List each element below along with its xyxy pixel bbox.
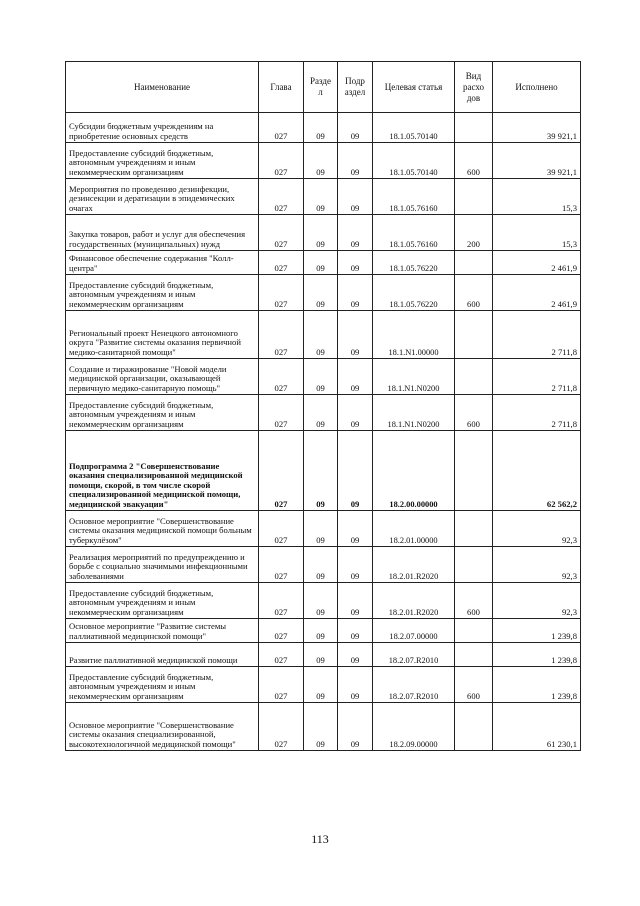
cell-amount: 62 562,2 (493, 431, 581, 511)
cell-target: 18.2.01.00000 (373, 511, 455, 547)
table-row (66, 547, 581, 583)
header-row (66, 62, 581, 113)
cell-chapter: 027 (259, 215, 304, 251)
cell-name: Основное мероприятие "Совершенствование системы оказания медицинской помощи больным туберкулёзом" (66, 511, 259, 547)
cell-expense (455, 511, 493, 547)
cell-amount: 1 239,8 (493, 643, 581, 667)
table-body (66, 113, 581, 751)
header-name: Наименование (66, 62, 259, 113)
table-row (66, 311, 581, 359)
cell-amount: 92,3 (493, 583, 581, 619)
cell-chapter: 027 (259, 179, 304, 215)
cell-expense (455, 359, 493, 395)
table-row (66, 179, 581, 215)
cell-amount: 2 711,8 (493, 311, 581, 359)
cell-section: 09 (304, 275, 338, 311)
cell-subsection: 09 (338, 215, 373, 251)
table-row (66, 643, 581, 667)
cell-subsection: 09 (338, 179, 373, 215)
cell-section: 09 (304, 395, 338, 431)
cell-expense (455, 643, 493, 667)
cell-amount: 2 711,8 (493, 395, 581, 431)
header-expense: Вид расхо дов (455, 62, 493, 113)
header-subsection: Подр аздел (338, 62, 373, 113)
cell-name: Предоставление субсидий бюджетным, автономным учреждениям и иным некоммерческим организациям (66, 395, 259, 431)
cell-name: Субсидии бюджетным учреждениям на приобретение основных средств (66, 113, 259, 143)
cell-name: Развитие паллиативной медицинской помощи (66, 643, 259, 667)
cell-name: Закупка товаров, работ и услуг для обеспечения государственных (муниципальных) нужд (66, 215, 259, 251)
cell-expense (455, 431, 493, 511)
cell-chapter: 027 (259, 643, 304, 667)
cell-section: 09 (304, 251, 338, 275)
cell-amount: 2 461,9 (493, 251, 581, 275)
cell-target: 18.1.05.76220 (373, 275, 455, 311)
cell-amount: 1 239,8 (493, 667, 581, 703)
table-row (66, 511, 581, 547)
cell-section: 09 (304, 583, 338, 619)
cell-subsection: 09 (338, 619, 373, 643)
cell-section: 09 (304, 643, 338, 667)
cell-name: Финансовое обеспечение содержания "Колл-центра" (66, 251, 259, 275)
cell-name: Предоставление субсидий бюджетным, автономным учреждениям и иным некоммерческим организациям (66, 143, 259, 179)
cell-target: 18.1.05.76160 (373, 215, 455, 251)
cell-section: 09 (304, 179, 338, 215)
cell-subsection: 09 (338, 275, 373, 311)
table-row (66, 619, 581, 643)
cell-amount: 92,3 (493, 511, 581, 547)
cell-expense: 600 (455, 583, 493, 619)
cell-chapter: 027 (259, 275, 304, 311)
cell-expense: 600 (455, 275, 493, 311)
cell-expense (455, 311, 493, 359)
cell-expense: 600 (455, 395, 493, 431)
cell-amount: 1 239,8 (493, 619, 581, 643)
cell-amount: 2 461,9 (493, 275, 581, 311)
cell-expense: 200 (455, 215, 493, 251)
cell-subsection: 09 (338, 251, 373, 275)
cell-name: Предоставление субсидий бюджетным, автономным учреждениям и иным некоммерческим организациям (66, 583, 259, 619)
cell-chapter: 027 (259, 113, 304, 143)
cell-name: Мероприятия по проведению дезинфекции, дезинсекции и дератизации в эпидемических очагах (66, 179, 259, 215)
cell-name: Реализация мероприятий по предупреждению и борьбе с социально значимыми инфекционными заболеваниями (66, 547, 259, 583)
cell-target: 18.2.00.00000 (373, 431, 455, 511)
cell-amount: 2 711,8 (493, 359, 581, 395)
cell-target: 18.1.N1.N0200 (373, 359, 455, 395)
table-row (66, 215, 581, 251)
cell-expense (455, 547, 493, 583)
cell-name: Создание и тиражирование "Новой модели медицинской организации, оказывающей первичную медико-санитарную помощь" (66, 359, 259, 395)
cell-name: Основное мероприятие "Совершенствование системы оказания специализированной, высокотехнологичной медицинской помощи" (66, 703, 259, 751)
header-section: Разде л (304, 62, 338, 113)
cell-section: 09 (304, 113, 338, 143)
cell-expense (455, 251, 493, 275)
cell-subsection: 09 (338, 703, 373, 751)
cell-chapter: 027 (259, 431, 304, 511)
cell-subsection: 09 (338, 395, 373, 431)
cell-target: 18.2.09.00000 (373, 703, 455, 751)
cell-subsection: 09 (338, 311, 373, 359)
cell-target: 18.2.07.R2010 (373, 643, 455, 667)
header-chapter: Глава (259, 62, 304, 113)
cell-target: 18.1.05.70140 (373, 113, 455, 143)
cell-target: 18.1.05.70140 (373, 143, 455, 179)
cell-expense (455, 619, 493, 643)
header-target: Целевая статья (373, 62, 455, 113)
table-row (66, 143, 581, 179)
table-row (66, 251, 581, 275)
cell-subsection: 09 (338, 511, 373, 547)
cell-chapter: 027 (259, 667, 304, 703)
cell-section: 09 (304, 547, 338, 583)
cell-section: 09 (304, 215, 338, 251)
cell-target: 18.1.N1.N0200 (373, 395, 455, 431)
cell-target: 18.2.01.R2020 (373, 547, 455, 583)
cell-amount: 92,3 (493, 547, 581, 583)
cell-name: Предоставление субсидий бюджетным, автономным учреждениям и иным некоммерческим организациям (66, 667, 259, 703)
header-executed: Исполнено (493, 62, 581, 113)
cell-subsection: 09 (338, 113, 373, 143)
budget-table (65, 61, 581, 751)
cell-subsection: 09 (338, 583, 373, 619)
cell-amount: 15,3 (493, 215, 581, 251)
cell-target: 18.1.N1.00000 (373, 311, 455, 359)
cell-chapter: 027 (259, 311, 304, 359)
cell-section: 09 (304, 667, 338, 703)
table-row (66, 703, 581, 751)
cell-chapter: 027 (259, 547, 304, 583)
cell-expense: 600 (455, 667, 493, 703)
cell-section: 09 (304, 619, 338, 643)
table-row (66, 275, 581, 311)
cell-chapter: 027 (259, 619, 304, 643)
cell-expense (455, 179, 493, 215)
cell-name: Региональный проект Ненецкого автономного округа "Развитие системы оказания первичной медико-санитарной помощи" (66, 311, 259, 359)
cell-target: 18.2.07.R2010 (373, 667, 455, 703)
cell-amount: 39 921,1 (493, 143, 581, 179)
cell-subsection: 09 (338, 431, 373, 511)
table-row (66, 667, 581, 703)
cell-subsection: 09 (338, 667, 373, 703)
cell-name: Основное мероприятие "Развитие системы паллиативной медицинской помощи" (66, 619, 259, 643)
table-row (66, 431, 581, 511)
cell-section: 09 (304, 311, 338, 359)
cell-chapter: 027 (259, 703, 304, 751)
table-row (66, 113, 581, 143)
cell-expense (455, 113, 493, 143)
cell-section: 09 (304, 359, 338, 395)
cell-chapter: 027 (259, 359, 304, 395)
cell-section: 09 (304, 143, 338, 179)
page-number: 113 (311, 832, 329, 846)
cell-subsection: 09 (338, 643, 373, 667)
table-row (66, 583, 581, 619)
cell-chapter: 027 (259, 251, 304, 275)
cell-target: 18.2.01.R2020 (373, 583, 455, 619)
cell-name: Подпрограмма 2 "Совершенствование оказания специализированной медицинской помощи, скорой, в том числе скорой специализированной медицинской помощи, медицинской эвакуации" (66, 431, 259, 511)
cell-amount: 61 230,1 (493, 703, 581, 751)
cell-subsection: 09 (338, 143, 373, 179)
cell-chapter: 027 (259, 395, 304, 431)
cell-target: 18.1.05.76160 (373, 179, 455, 215)
cell-section: 09 (304, 511, 338, 547)
cell-target: 18.2.07.00000 (373, 619, 455, 643)
cell-target: 18.1.05.76220 (373, 251, 455, 275)
cell-section: 09 (304, 703, 338, 751)
cell-expense (455, 703, 493, 751)
cell-subsection: 09 (338, 547, 373, 583)
cell-section: 09 (304, 431, 338, 511)
cell-chapter: 027 (259, 143, 304, 179)
cell-chapter: 027 (259, 583, 304, 619)
cell-name: Предоставление субсидий бюджетным, автономным учреждениям и иным некоммерческим организациям (66, 275, 259, 311)
cell-amount: 39 921,1 (493, 113, 581, 143)
cell-expense: 600 (455, 143, 493, 179)
cell-amount: 15,3 (493, 179, 581, 215)
table-row (66, 395, 581, 431)
cell-chapter: 027 (259, 511, 304, 547)
table-row (66, 359, 581, 395)
cell-subsection: 09 (338, 359, 373, 395)
